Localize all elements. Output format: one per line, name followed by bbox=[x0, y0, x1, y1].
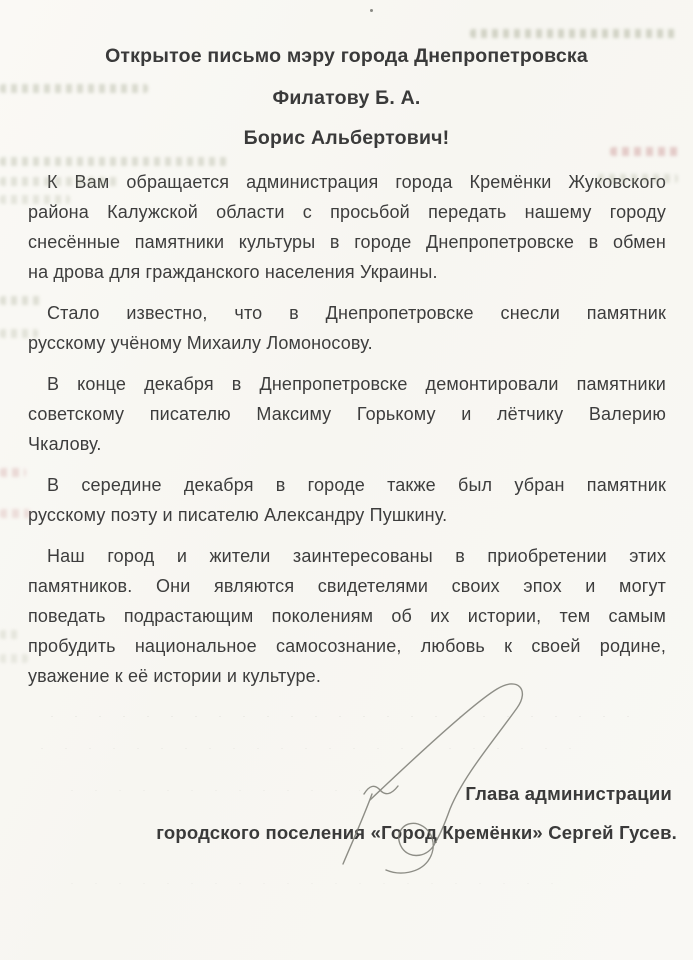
paragraph-line: снесённые памятники культуры в городе Днепропетровске в обмен bbox=[28, 232, 666, 252]
paragraph-4 bbox=[28, 470, 666, 530]
letter-title: Открытое письмо мэру города Днепропетровска bbox=[105, 45, 588, 67]
bleedthrough-mark bbox=[0, 157, 230, 166]
paragraph-5 bbox=[28, 541, 666, 691]
signature-role-line: Глава администрации bbox=[465, 783, 672, 804]
paragraph-line: Наш город и жители заинтересованы в приобретении этих bbox=[47, 546, 666, 566]
paragraph-1 bbox=[28, 167, 666, 287]
scan-noise bbox=[40, 713, 640, 723]
paragraph-line: русскому учёному Михаилу Ломоносову. bbox=[28, 333, 373, 353]
paragraph-2 bbox=[28, 298, 666, 358]
signature-name-line: городского поселения «Город Кремёнки» Сергей Гусев. bbox=[156, 822, 677, 843]
paragraph-line: советскому писателю Максиму Горькому и лётчику Валерию bbox=[28, 404, 666, 424]
paragraph-line: пробудить национальное самосознание, любовь к своей родине, bbox=[28, 636, 666, 656]
scan-noise bbox=[60, 787, 360, 795]
paragraph-line: русскому поэту и писателю Александру Пушкину. bbox=[28, 505, 448, 525]
bleedthrough-mark bbox=[0, 468, 26, 477]
paragraph-line: уважение к её истории и культуре. bbox=[28, 666, 321, 686]
paragraph-line: К Вам обращается администрация города Кремёнки Жуковского bbox=[47, 172, 666, 192]
paragraph-line: Стало известно, что в Днепропетровске снесли памятник bbox=[47, 303, 666, 323]
bleedthrough-mark bbox=[0, 654, 28, 663]
paragraph-line: Чкалову. bbox=[28, 434, 102, 454]
paragraph-line: В конце декабря в Днепропетровске демонтировали памятники bbox=[47, 374, 666, 394]
scan-noise bbox=[60, 880, 560, 888]
paragraph-line: района Калужской области с просьбой передать нашему городу bbox=[28, 202, 666, 222]
paragraph-line: памятников. Они являются свидетелями своих эпох и могут bbox=[28, 576, 666, 596]
bleedthrough-mark bbox=[0, 630, 22, 639]
letter-salutation: Борис Альбертович! bbox=[243, 127, 450, 149]
paragraph-line: поведать подрастающим поколениям об их истории, тем самым bbox=[28, 606, 666, 626]
paragraph-3 bbox=[28, 369, 666, 459]
paragraph-line: на дрова для гражданского населения Украины. bbox=[28, 262, 438, 282]
letter-body bbox=[28, 167, 666, 702]
letter-addressee: Филатову Б. А. bbox=[272, 87, 421, 109]
scan-noise bbox=[30, 745, 590, 754]
paragraph-line: В середине декабря в городе также был убран памятник bbox=[47, 475, 666, 495]
scan-dot bbox=[370, 9, 373, 12]
bleedthrough-mark bbox=[0, 509, 30, 518]
bleedthrough-mark bbox=[470, 29, 678, 38]
